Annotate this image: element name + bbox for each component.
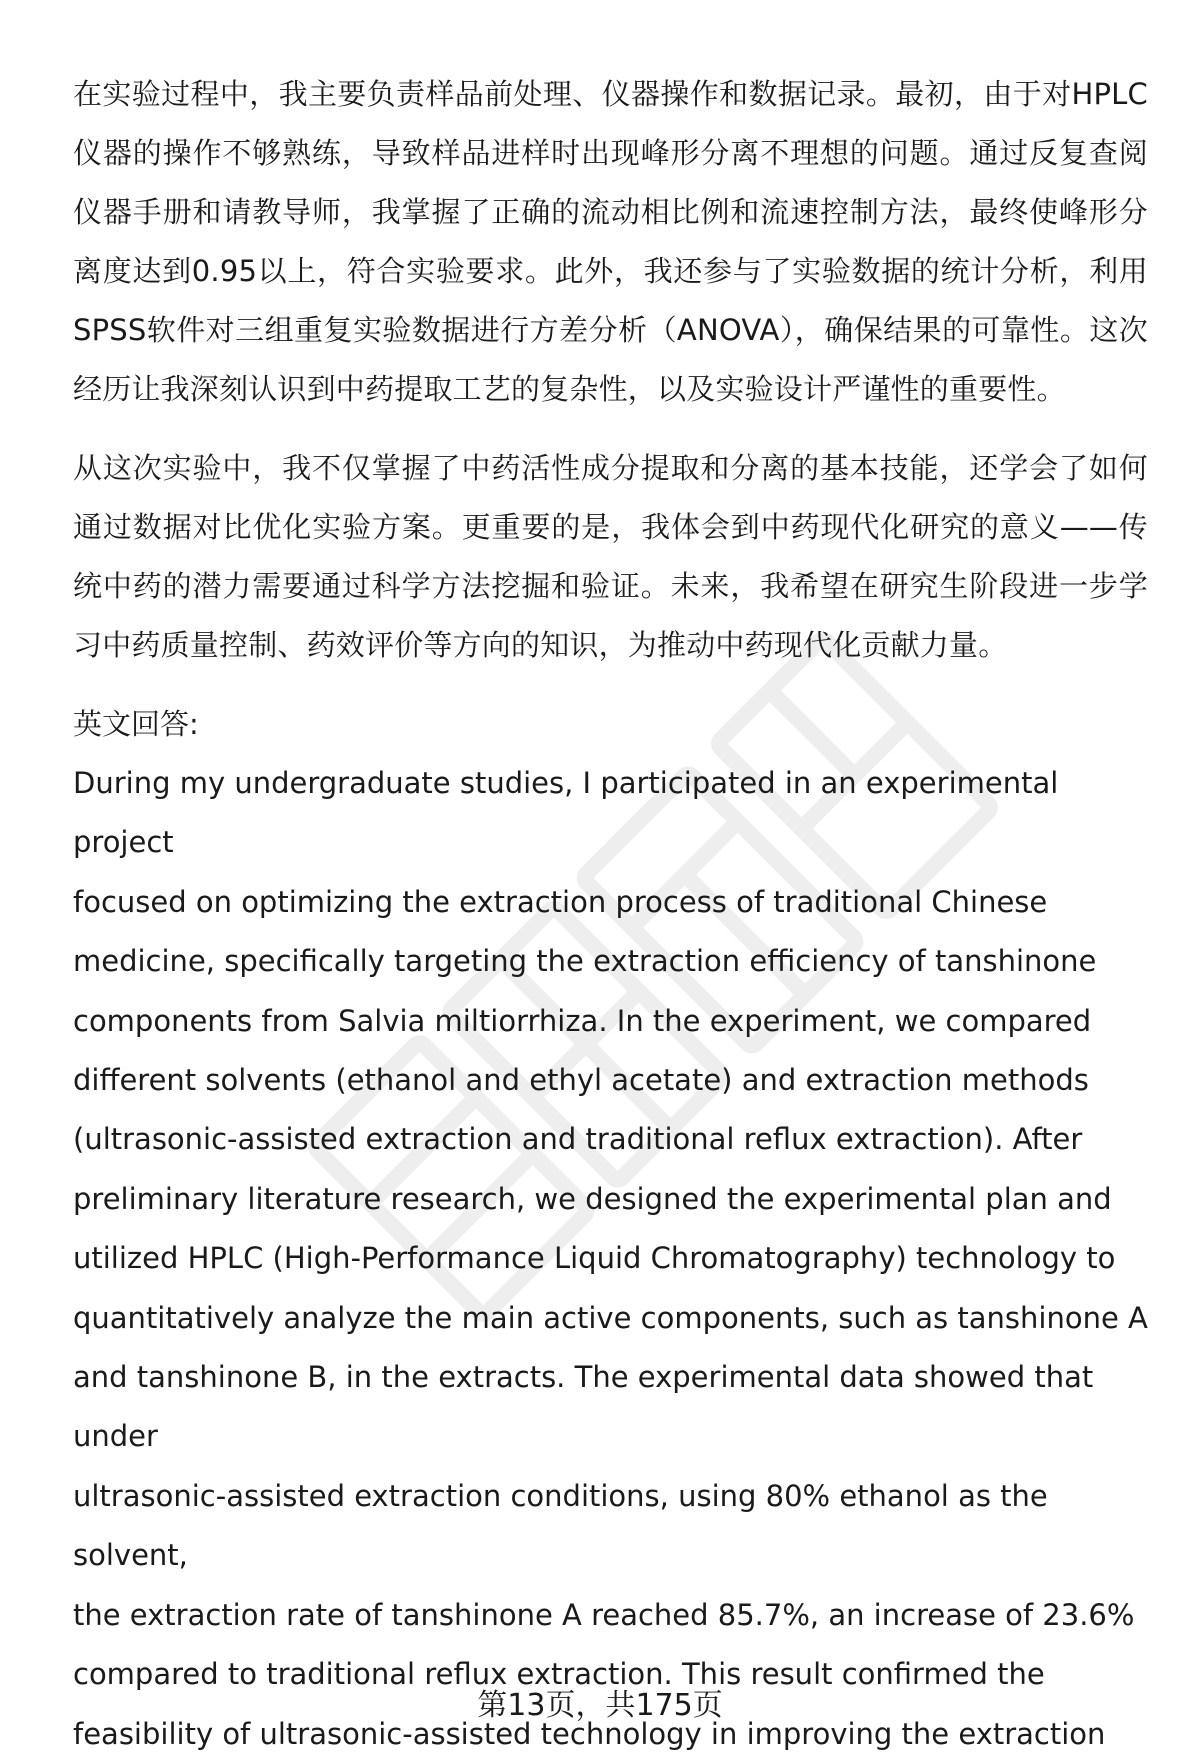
english-line: different solvents (ethanol and ethyl acetate) and extraction methods [73, 1063, 1089, 1098]
english-line: ultrasonic-assisted extraction conditions, using 80% ethanol as the solvent, [73, 1478, 1048, 1573]
english-line: the extraction rate of tanshinone A reached 85.7%, an increase of 23.6% [73, 1597, 1135, 1632]
page-number: 第13页，共175页 [477, 1688, 723, 1723]
english-answer-label: 英文回答: [73, 707, 199, 741]
english-line: preliminary literature research, we designed the experimental plan and [73, 1181, 1112, 1216]
english-line: During my undergraduate studies, I participated in an experimental project [73, 766, 1059, 860]
english-line: utilized HPLC (High-Performance Liquid Chromatography) technology to [73, 1241, 1116, 1276]
english-line: compared to traditional reflux extraction. This result confirmed the [73, 1657, 1045, 1692]
paragraph-cn-1: 在实验过程中，我主要负责样品前处理、仪器操作和数据记录。最初，由于对HPLC仪器的操作不够熟练，导致样品进样时出现峰形分离不理想的问题。通过反复查阅仪器手册和请教导师，我掌握了正确的流动相比例和流速控制方法，最终使峰形分离度达到0.95以上，符合实验要求。此外，我还参与了实验数据的统计分析，利用SPSS软件对三组重复实验数据进行方差分析（ANOVA），确保结果的可靠性。这次经历让我深刻认识到中药提取工艺的复杂性，以及实验设计严谨性的重要性。 [73, 77, 1148, 406]
document-body [73, 65, 1148, 1764]
english-line: quantitatively analyze the main active components, such as tanshinone A [73, 1300, 1148, 1335]
english-line: (ultrasonic-assisted extraction and traditional reflux extraction). After [73, 1122, 1083, 1157]
english-line: components from Salvia miltiorrhiza. In the experiment, we compared [73, 1003, 1092, 1038]
english-line: feasibility of ultrasonic-assisted technology in improving the extraction [73, 1716, 1106, 1751]
english-paragraph [73, 754, 1148, 1764]
paragraph-cn-2: 从这次实验中，我不仅掌握了中药活性成分提取和分离的基本技能，还学会了如何通过数据对比优化实验方案。更重要的是，我体会到中药现代化研究的意义——传统中药的潜力需要通过科学方法挖掘和验证。未来，我希望在研究生阶段进一步学习中药质量控制、药效评价等方向的知识，为推动中药现代化贡献力量。 [73, 451, 1148, 662]
english-line: focused on optimizing the extraction process of traditional Chinese [73, 884, 1048, 919]
english-line: and tanshinone B, in the extracts. The experimental data showed that under [73, 1360, 1094, 1454]
english-line: medicine, specifically targeting the extraction efficiency of tanshinone [73, 944, 1097, 979]
